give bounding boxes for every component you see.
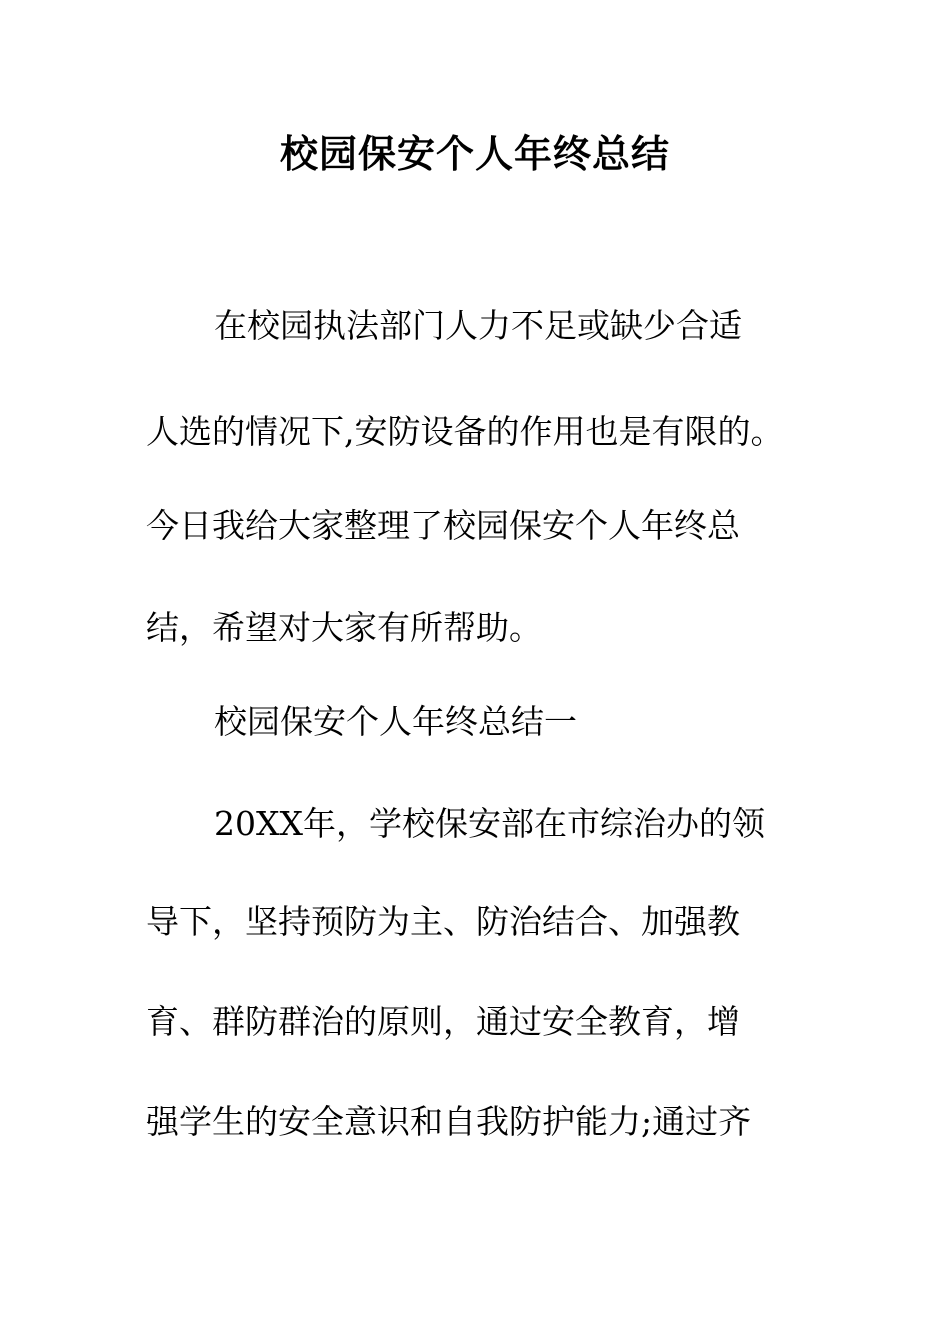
paragraph-line: 人选的情况下,安防设备的作用也是有限的。 (146, 412, 784, 451)
paragraph-line: 20XX年，学校保安部在市综治办的领 (214, 804, 765, 843)
paragraph-line: 导下，坚持预防为主、防治结合、加强教 (146, 902, 740, 941)
paragraph-line: 育、群防群治的原则，通过安全教育，增 (146, 1002, 740, 1041)
paragraph-line: 强学生的安全意识和自我防护能力;通过齐 (146, 1102, 752, 1141)
paragraph-line: 在校园执法部门人力不足或缺少合适 (214, 306, 742, 345)
paragraph-line: 今日我给大家整理了校园保安个人年终总 (146, 506, 740, 545)
section-heading: 校园保安个人年终总结一 (214, 702, 577, 741)
paragraph-line: 结，希望对大家有所帮助。 (146, 608, 542, 647)
document-title: 校园保安个人年终总结 (279, 131, 670, 176)
